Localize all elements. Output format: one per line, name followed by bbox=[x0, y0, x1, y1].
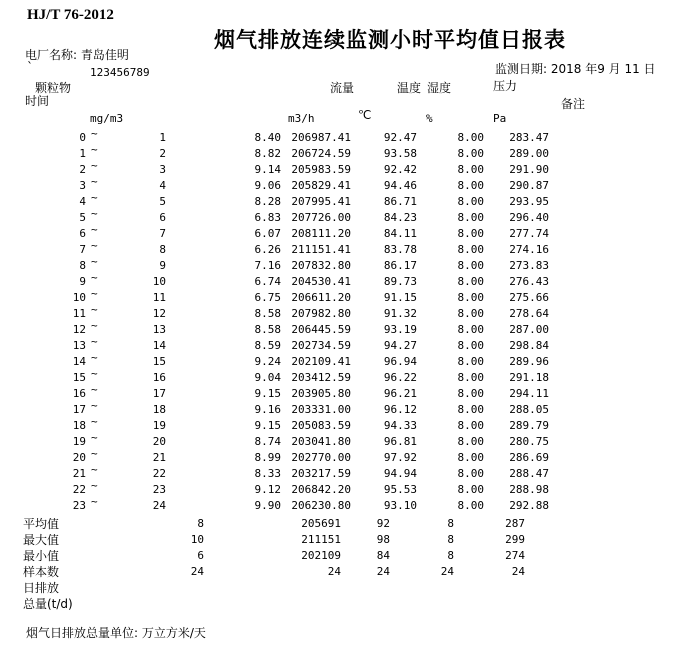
pm-value: 8.58 bbox=[254, 323, 281, 336]
tilde-mark: ~ bbox=[91, 239, 98, 252]
temp-value: 94.46 bbox=[383, 179, 417, 192]
hour-end: 19 bbox=[152, 419, 166, 432]
summary-pm: 8 bbox=[197, 517, 204, 530]
pressure-value: 289.79 bbox=[509, 419, 549, 432]
pressure-value: 273.83 bbox=[509, 259, 549, 272]
pm-value: 8.58 bbox=[254, 307, 281, 320]
hour-start: 11 bbox=[72, 307, 86, 320]
temp-value: 84.11 bbox=[383, 227, 417, 240]
pressure-value: 291.18 bbox=[509, 371, 549, 384]
report-title: 烟气排放连续监测小时平均值日报表 bbox=[214, 28, 566, 52]
tilde-mark: ~ bbox=[91, 479, 98, 492]
temp-value: 91.15 bbox=[383, 291, 417, 304]
pm-value: 9.14 bbox=[254, 163, 281, 176]
summary-label: 样本数 bbox=[23, 565, 60, 579]
pressure-value: 289.96 bbox=[509, 355, 549, 368]
unit-temperature: ℃ bbox=[358, 108, 372, 122]
summary-humidity: 8 bbox=[447, 533, 454, 546]
hour-end: 13 bbox=[152, 323, 166, 336]
col-temperature-label: 温度 bbox=[397, 81, 422, 95]
hour-end: 8 bbox=[159, 243, 166, 256]
pressure-value: 287.00 bbox=[509, 323, 549, 336]
tilde-mark: ~ bbox=[91, 255, 98, 268]
temp-value: 92.42 bbox=[383, 163, 417, 176]
pressure-value: 278.64 bbox=[509, 307, 549, 320]
hour-start: 3 bbox=[79, 179, 86, 192]
pressure-value: 286.69 bbox=[509, 451, 549, 464]
flow-value: 202109.41 bbox=[291, 355, 351, 368]
humidity-value: 8.00 bbox=[457, 499, 484, 512]
summary-label: 最大值 bbox=[23, 533, 60, 547]
hour-start: 14 bbox=[72, 355, 86, 368]
summary-pressure: 287 bbox=[505, 517, 525, 530]
humidity-value: 8.00 bbox=[457, 131, 484, 144]
humidity-value: 8.00 bbox=[457, 467, 484, 480]
flow-value: 203905.80 bbox=[291, 387, 351, 400]
humidity-value: 8.00 bbox=[457, 323, 484, 336]
temp-value: 96.12 bbox=[383, 403, 417, 416]
hour-start: 17 bbox=[72, 403, 86, 416]
pressure-value: 289.00 bbox=[509, 147, 549, 160]
pm-value: 7.16 bbox=[254, 259, 281, 272]
pm-value: 9.04 bbox=[254, 371, 281, 384]
flow-value: 208111.20 bbox=[291, 227, 351, 240]
summary-pressure: 299 bbox=[505, 533, 525, 546]
summary-row bbox=[0, 580, 690, 596]
flow-value: 203412.59 bbox=[291, 371, 351, 384]
summary-pressure: 274 bbox=[505, 549, 525, 562]
humidity-value: 8.00 bbox=[457, 451, 484, 464]
temp-value: 96.94 bbox=[383, 355, 417, 368]
temp-value: 97.92 bbox=[383, 451, 417, 464]
hour-end: 12 bbox=[152, 307, 166, 320]
tilde-mark: ~ bbox=[91, 207, 98, 220]
hour-end: 16 bbox=[152, 371, 166, 384]
flow-value: 207982.80 bbox=[291, 307, 351, 320]
temp-value: 86.17 bbox=[383, 259, 417, 272]
hour-end: 3 bbox=[159, 163, 166, 176]
pm-value: 6.75 bbox=[254, 291, 281, 304]
tilde-mark: ~ bbox=[91, 415, 98, 428]
flow-value: 207832.80 bbox=[291, 259, 351, 272]
hour-start: 12 bbox=[72, 323, 86, 336]
humidity-value: 8.00 bbox=[457, 355, 484, 368]
summary-pm: 24 bbox=[190, 565, 204, 578]
hour-end: 22 bbox=[152, 467, 166, 480]
summary-label: 总量(t/d) bbox=[23, 597, 73, 611]
tilde-mark: ~ bbox=[91, 367, 98, 380]
hour-start: 8 bbox=[79, 259, 86, 272]
humidity-value: 8.00 bbox=[457, 179, 484, 192]
summary-flow: 205691 bbox=[301, 517, 341, 530]
standard-number: HJ/T 76-2012 bbox=[27, 7, 114, 23]
summary-temp: 24 bbox=[376, 565, 390, 578]
humidity-value: 8.00 bbox=[457, 403, 484, 416]
hour-end: 11 bbox=[152, 291, 166, 304]
hour-end: 24 bbox=[152, 499, 166, 512]
table-row bbox=[0, 271, 690, 290]
plant-code: 123456789 bbox=[90, 66, 150, 79]
humidity-value: 8.00 bbox=[457, 371, 484, 384]
hour-end: 23 bbox=[152, 483, 166, 496]
flow-value: 206842.20 bbox=[291, 483, 351, 496]
pm-value: 6.74 bbox=[254, 275, 281, 288]
flow-value: 206724.59 bbox=[291, 147, 351, 160]
flow-value: 203217.59 bbox=[291, 467, 351, 480]
hour-start: 22 bbox=[72, 483, 86, 496]
pressure-value: 298.84 bbox=[509, 339, 549, 352]
flow-value: 205829.41 bbox=[291, 179, 351, 192]
pressure-value: 288.98 bbox=[509, 483, 549, 496]
pressure-value: 276.43 bbox=[509, 275, 549, 288]
temp-value: 94.33 bbox=[383, 419, 417, 432]
flow-value: 205983.59 bbox=[291, 163, 351, 176]
temp-value: 93.58 bbox=[383, 147, 417, 160]
plant-name-label: 电厂名称: 青岛佳明 bbox=[25, 48, 129, 62]
tilde-mark: ~ bbox=[91, 175, 98, 188]
pressure-value: 288.47 bbox=[509, 467, 549, 480]
temp-value: 84.23 bbox=[383, 211, 417, 224]
hour-start: 20 bbox=[72, 451, 86, 464]
table-row bbox=[0, 255, 690, 274]
monitoring-date: 监测日期: 2018 年9 月 11 日 bbox=[495, 62, 656, 76]
col-time-label: 时间 bbox=[25, 94, 50, 108]
tilde-mark: ~ bbox=[91, 127, 98, 140]
summary-row bbox=[0, 516, 690, 532]
pm-value: 8.59 bbox=[254, 339, 281, 352]
table-row bbox=[0, 191, 690, 210]
pm-value: 6.07 bbox=[254, 227, 281, 240]
humidity-value: 8.00 bbox=[457, 163, 484, 176]
hour-start: 0 bbox=[79, 131, 86, 144]
humidity-value: 8.00 bbox=[457, 259, 484, 272]
pm-value: 8.33 bbox=[254, 467, 281, 480]
hour-start: 2 bbox=[79, 163, 86, 176]
summary-flow: 24 bbox=[327, 565, 341, 578]
temp-value: 83.78 bbox=[383, 243, 417, 256]
summary-label: 最小值 bbox=[23, 549, 60, 563]
flow-value: 206987.41 bbox=[291, 131, 351, 144]
hour-start: 21 bbox=[72, 467, 86, 480]
temp-value: 94.94 bbox=[383, 467, 417, 480]
flow-value: 203331.00 bbox=[291, 403, 351, 416]
tilde-mark: ~ bbox=[91, 319, 98, 332]
plant-code-mark: ` bbox=[27, 60, 33, 74]
hour-end: 1 bbox=[159, 131, 166, 144]
humidity-value: 8.00 bbox=[457, 339, 484, 352]
table-row bbox=[0, 319, 690, 338]
summary-row bbox=[0, 532, 690, 548]
hour-end: 10 bbox=[152, 275, 166, 288]
temp-value: 95.53 bbox=[383, 483, 417, 496]
hour-start: 6 bbox=[79, 227, 86, 240]
table-row bbox=[0, 495, 690, 514]
hour-end: 5 bbox=[159, 195, 166, 208]
flow-value: 206445.59 bbox=[291, 323, 351, 336]
humidity-value: 8.00 bbox=[457, 435, 484, 448]
humidity-value: 8.00 bbox=[457, 483, 484, 496]
col-remark-label: 备注 bbox=[561, 97, 586, 111]
temp-value: 96.22 bbox=[383, 371, 417, 384]
pm-value: 8.74 bbox=[254, 435, 281, 448]
tilde-mark: ~ bbox=[91, 431, 98, 444]
hour-start: 16 bbox=[72, 387, 86, 400]
hour-end: 6 bbox=[159, 211, 166, 224]
flow-value: 203041.80 bbox=[291, 435, 351, 448]
hour-start: 19 bbox=[72, 435, 86, 448]
pressure-value: 283.47 bbox=[509, 131, 549, 144]
pm-value: 8.82 bbox=[254, 147, 281, 160]
summary-pressure: 24 bbox=[511, 565, 525, 578]
flow-value: 204530.41 bbox=[291, 275, 351, 288]
humidity-value: 8.00 bbox=[457, 147, 484, 160]
summary-humidity: 8 bbox=[447, 549, 454, 562]
summary-pm: 6 bbox=[197, 549, 204, 562]
tilde-mark: ~ bbox=[91, 191, 98, 204]
hour-end: 7 bbox=[159, 227, 166, 240]
pressure-value: 292.88 bbox=[509, 499, 549, 512]
table-row bbox=[0, 287, 690, 306]
table-row bbox=[0, 399, 690, 418]
table-row bbox=[0, 207, 690, 226]
pm-value: 9.24 bbox=[254, 355, 281, 368]
humidity-value: 8.00 bbox=[457, 227, 484, 240]
hour-start: 18 bbox=[72, 419, 86, 432]
humidity-value: 8.00 bbox=[457, 387, 484, 400]
flow-value: 202734.59 bbox=[291, 339, 351, 352]
hour-end: 18 bbox=[152, 403, 166, 416]
hour-end: 2 bbox=[159, 147, 166, 160]
pressure-value: 293.95 bbox=[509, 195, 549, 208]
tilde-mark: ~ bbox=[91, 335, 98, 348]
flow-value: 206611.20 bbox=[291, 291, 351, 304]
hour-start: 1 bbox=[79, 147, 86, 160]
pressure-value: 280.75 bbox=[509, 435, 549, 448]
hour-end: 9 bbox=[159, 259, 166, 272]
tilde-mark: ~ bbox=[91, 159, 98, 172]
table-row bbox=[0, 223, 690, 242]
hour-start: 23 bbox=[72, 499, 86, 512]
temp-value: 96.81 bbox=[383, 435, 417, 448]
pressure-value: 274.16 bbox=[509, 243, 549, 256]
tilde-mark: ~ bbox=[91, 495, 98, 508]
unit-pressure: Pa bbox=[493, 112, 507, 125]
hour-end: 15 bbox=[152, 355, 166, 368]
table-row bbox=[0, 463, 690, 482]
tilde-mark: ~ bbox=[91, 143, 98, 156]
pm-value: 9.90 bbox=[254, 499, 281, 512]
table-row bbox=[0, 175, 690, 194]
pm-value: 9.06 bbox=[254, 179, 281, 192]
tilde-mark: ~ bbox=[91, 271, 98, 284]
flow-value: 205083.59 bbox=[291, 419, 351, 432]
table-row bbox=[0, 239, 690, 258]
pressure-value: 296.40 bbox=[509, 211, 549, 224]
hour-start: 4 bbox=[79, 195, 86, 208]
hour-start: 13 bbox=[72, 339, 86, 352]
unit-particulate: mg/m3 bbox=[90, 112, 124, 125]
temp-value: 96.21 bbox=[383, 387, 417, 400]
summary-temp: 92 bbox=[376, 517, 390, 530]
pressure-value: 294.11 bbox=[509, 387, 549, 400]
table-row bbox=[0, 479, 690, 498]
summary-flow: 202109 bbox=[301, 549, 341, 562]
hour-end: 14 bbox=[152, 339, 166, 352]
hour-end: 21 bbox=[152, 451, 166, 464]
hour-end: 17 bbox=[152, 387, 166, 400]
summary-row bbox=[0, 548, 690, 564]
table-row bbox=[0, 415, 690, 434]
pm-value: 8.40 bbox=[254, 131, 281, 144]
flow-value: 207995.41 bbox=[291, 195, 351, 208]
pm-value: 9.15 bbox=[254, 419, 281, 432]
summary-row bbox=[0, 564, 690, 580]
hour-start: 5 bbox=[79, 211, 86, 224]
hour-start: 9 bbox=[79, 275, 86, 288]
pm-value: 6.83 bbox=[254, 211, 281, 224]
tilde-mark: ~ bbox=[91, 303, 98, 316]
table-row bbox=[0, 431, 690, 450]
temp-value: 86.71 bbox=[383, 195, 417, 208]
table-row bbox=[0, 127, 690, 146]
temp-value: 93.10 bbox=[383, 499, 417, 512]
pressure-value: 277.74 bbox=[509, 227, 549, 240]
humidity-value: 8.00 bbox=[457, 243, 484, 256]
table-row bbox=[0, 383, 690, 402]
col-pressure-label: 压力 bbox=[493, 79, 518, 93]
humidity-value: 8.00 bbox=[457, 275, 484, 288]
temp-value: 94.27 bbox=[383, 339, 417, 352]
flow-value: 206230.80 bbox=[291, 499, 351, 512]
humidity-value: 8.00 bbox=[457, 307, 484, 320]
hour-end: 20 bbox=[152, 435, 166, 448]
pressure-value: 288.05 bbox=[509, 403, 549, 416]
temp-value: 89.73 bbox=[383, 275, 417, 288]
summary-label: 日排放 bbox=[23, 581, 60, 595]
table-row bbox=[0, 159, 690, 178]
summary-temp: 98 bbox=[376, 533, 390, 546]
pm-value: 9.12 bbox=[254, 483, 281, 496]
flow-value: 211151.41 bbox=[291, 243, 351, 256]
summary-humidity: 24 bbox=[440, 565, 454, 578]
tilde-mark: ~ bbox=[91, 383, 98, 396]
pm-value: 9.16 bbox=[254, 403, 281, 416]
summary-pm: 10 bbox=[190, 533, 204, 546]
tilde-mark: ~ bbox=[91, 351, 98, 364]
col-humidity-label: 湿度 bbox=[427, 81, 452, 95]
col-flow-label: 流量 bbox=[330, 81, 355, 95]
table-row bbox=[0, 143, 690, 162]
tilde-mark: ~ bbox=[91, 463, 98, 476]
summary-label: 平均值 bbox=[23, 517, 60, 531]
tilde-mark: ~ bbox=[91, 399, 98, 412]
unit-note: 烟气日排放总量单位: 万立方米/天 bbox=[26, 626, 206, 640]
summary-temp: 84 bbox=[376, 549, 390, 562]
humidity-value: 8.00 bbox=[457, 195, 484, 208]
humidity-value: 8.00 bbox=[457, 291, 484, 304]
temp-value: 91.32 bbox=[383, 307, 417, 320]
pm-value: 9.15 bbox=[254, 387, 281, 400]
table-row bbox=[0, 351, 690, 370]
table-row bbox=[0, 447, 690, 466]
tilde-mark: ~ bbox=[91, 287, 98, 300]
summary-flow: 211151 bbox=[301, 533, 341, 546]
temp-value: 92.47 bbox=[383, 131, 417, 144]
flow-value: 202770.00 bbox=[291, 451, 351, 464]
table-row bbox=[0, 335, 690, 354]
hour-end: 4 bbox=[159, 179, 166, 192]
table-row bbox=[0, 303, 690, 322]
hour-start: 15 bbox=[72, 371, 86, 384]
tilde-mark: ~ bbox=[91, 223, 98, 236]
unit-humidity: % bbox=[426, 112, 433, 125]
pressure-value: 290.87 bbox=[509, 179, 549, 192]
temp-value: 93.19 bbox=[383, 323, 417, 336]
col-particulate-label: 颗粒物 bbox=[35, 81, 72, 95]
pm-value: 6.26 bbox=[254, 243, 281, 256]
table-row bbox=[0, 367, 690, 386]
humidity-value: 8.00 bbox=[457, 419, 484, 432]
unit-flow: m3/h bbox=[288, 112, 315, 125]
pressure-value: 275.66 bbox=[509, 291, 549, 304]
pressure-value: 291.90 bbox=[509, 163, 549, 176]
hour-start: 10 bbox=[72, 291, 86, 304]
pm-value: 8.99 bbox=[254, 451, 281, 464]
tilde-mark: ~ bbox=[91, 447, 98, 460]
flow-value: 207726.00 bbox=[291, 211, 351, 224]
summary-humidity: 8 bbox=[447, 517, 454, 530]
pm-value: 8.28 bbox=[254, 195, 281, 208]
summary-row bbox=[0, 596, 690, 612]
humidity-value: 8.00 bbox=[457, 211, 484, 224]
hour-start: 7 bbox=[79, 243, 86, 256]
